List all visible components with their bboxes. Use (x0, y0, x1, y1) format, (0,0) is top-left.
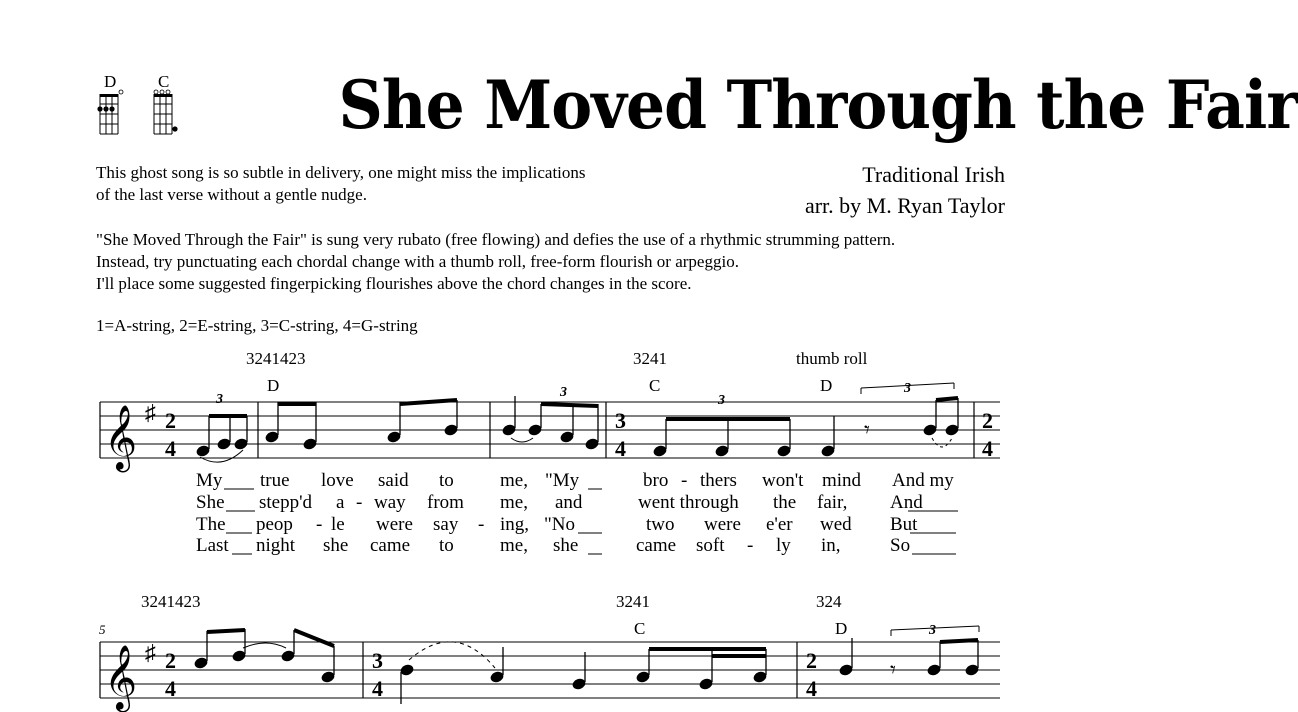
eighth-rest-icon: 𝄾 (864, 417, 870, 442)
lyric-syllable: le (331, 514, 345, 535)
lyric-syllable: She (196, 492, 225, 513)
lyric-syllable: - (478, 514, 485, 535)
lyric-syllable: fair, (817, 492, 848, 513)
lyric-syllable: and (555, 492, 583, 513)
staff-lines (100, 642, 1000, 698)
time-signature-2-4: 2 (165, 408, 176, 433)
intro-line: of the last verse without a gentle nudge. (96, 185, 367, 204)
lyric-syllable: way (374, 492, 406, 513)
chord-symbol: D (267, 376, 280, 395)
measure-number: 5 (99, 622, 106, 637)
lyric-syllable: she (323, 535, 349, 556)
key-signature-sharp: ♯ (145, 400, 156, 425)
page-title: She Moved Through the Fair (338, 66, 1298, 144)
lyric-syllable: ly (776, 535, 791, 556)
lyric-syllable: - (356, 492, 363, 513)
notes-line: Instead, try punctuating each chordal change with a thumb roll, free-form flourish or arpeggio. (96, 252, 739, 271)
lyric-syllable: me, (500, 535, 528, 556)
time-signature-2-4: 2 (982, 408, 993, 433)
fingering-annotation: thumb roll (796, 349, 868, 368)
eighth-rest-icon: 𝄾 (890, 657, 896, 682)
time-signature-3-4: 4 (615, 436, 626, 461)
treble-clef-icon: 𝄞 (104, 647, 138, 709)
tuplet-number: 3 (216, 392, 223, 407)
lyric-syllable: The (196, 514, 226, 535)
lyric-syllable: to (439, 535, 454, 556)
lyric-syllable: a (336, 492, 345, 513)
arranger: arr. by M. Ryan Taylor (804, 193, 1005, 218)
lyric-syllable: wed (820, 514, 852, 535)
tuplet-number: 3 (560, 385, 567, 400)
time-signature-2-4: 4 (982, 436, 993, 461)
lyric-syllable: "My (545, 470, 580, 491)
lyric-syllable: two (646, 514, 675, 535)
lyric-syllable: were (704, 514, 741, 535)
chord-symbol: C (649, 376, 661, 395)
lyric-syllable: stepp'd (259, 492, 313, 513)
tuplet-number: 3 (929, 623, 936, 638)
lyric-syllable: won't (762, 470, 804, 491)
composer-origin: Traditional Irish (862, 162, 1005, 187)
lyric-syllable: And my (892, 470, 954, 491)
notes-line: I'll place some suggested fingerpicking flourishes above the chord changes in the score. (96, 274, 692, 293)
tuplet-number: 3 (718, 393, 725, 408)
fingering-annotation: 3241423 (141, 592, 201, 611)
tuplet-number: 3 (904, 381, 911, 396)
notes-line: "She Moved Through the Fair" is sung very rubato (free flowing) and defies the use of a rhythmic strumming pattern. (96, 230, 896, 249)
lyric-syllable: love (321, 470, 354, 491)
note-group (194, 626, 979, 704)
fingering-annotation: 3241 (633, 349, 667, 368)
lyric-syllable: from (427, 492, 464, 513)
chord-symbol: D (835, 619, 848, 638)
lyric-syllable: went through (638, 492, 739, 513)
treble-clef-icon: 𝄞 (104, 407, 138, 469)
lyric-syllable: And (890, 492, 923, 513)
fingering-annotation: 3241 (616, 592, 650, 611)
lyric-syllable: were (376, 514, 413, 535)
lyric-syllable: - (316, 514, 323, 535)
chord-diagram-name: D (104, 72, 117, 91)
lyric-syllable: she (553, 535, 579, 556)
key-signature-sharp: ♯ (145, 640, 156, 665)
intro-line: This ghost song is so subtle in delivery, one might miss the implications (96, 163, 586, 182)
lyric-syllable: thers (700, 470, 737, 491)
lyric-syllable: true (260, 470, 290, 491)
lyric-syllable: me, (500, 492, 528, 513)
string-legend: 1=A-string, 2=E-string, 3=C-string, 4=G-string (96, 316, 418, 335)
fingering-annotation: 324 (816, 592, 842, 611)
lyric-syllable: bro (643, 470, 669, 491)
chord-symbol: C (634, 619, 646, 638)
lyric-syllable: night (256, 535, 296, 556)
lyric-syllable: peop (256, 514, 293, 535)
lyric-syllable: - (681, 470, 688, 491)
lyric-syllable: the (773, 492, 797, 513)
time-signature-3-4: 3 (615, 408, 626, 433)
lyric-syllable: me, (500, 470, 528, 491)
lyric-syllable: say (433, 514, 459, 535)
lyric-syllable: My (196, 470, 223, 491)
lyric-syllable: But (890, 514, 918, 535)
lyric-syllable: in, (821, 535, 841, 556)
lyric-syllable: e'er (766, 514, 793, 535)
lyric-syllable: mind (822, 470, 862, 491)
time-signature-2-4: 4 (165, 676, 176, 701)
lyric-syllable: ing, (500, 514, 530, 535)
time-signature-2-4: 2 (806, 648, 817, 673)
time-signature-2-4: 2 (165, 648, 176, 673)
time-signature-3-4: 4 (372, 676, 383, 701)
time-signature-3-4: 3 (372, 648, 383, 673)
fingering-annotation: 3241423 (246, 349, 306, 368)
time-signature-2-4: 4 (165, 436, 176, 461)
lyric-syllable: said (378, 470, 409, 491)
lyric-syllable: soft (696, 535, 725, 556)
chord-symbol: D (820, 376, 833, 395)
lyric-syllable: came (370, 535, 411, 556)
time-signature-2-4: 4 (806, 676, 817, 701)
lyric-syllable: to (439, 470, 454, 491)
lyric-syllable: - (747, 535, 754, 556)
lyric-syllable: came (636, 535, 677, 556)
chord-diagram-name: C (158, 72, 170, 91)
lyric-syllable: Last (196, 535, 229, 556)
lyric-syllable: "No (544, 514, 575, 535)
lyric-syllable: So (890, 535, 911, 556)
